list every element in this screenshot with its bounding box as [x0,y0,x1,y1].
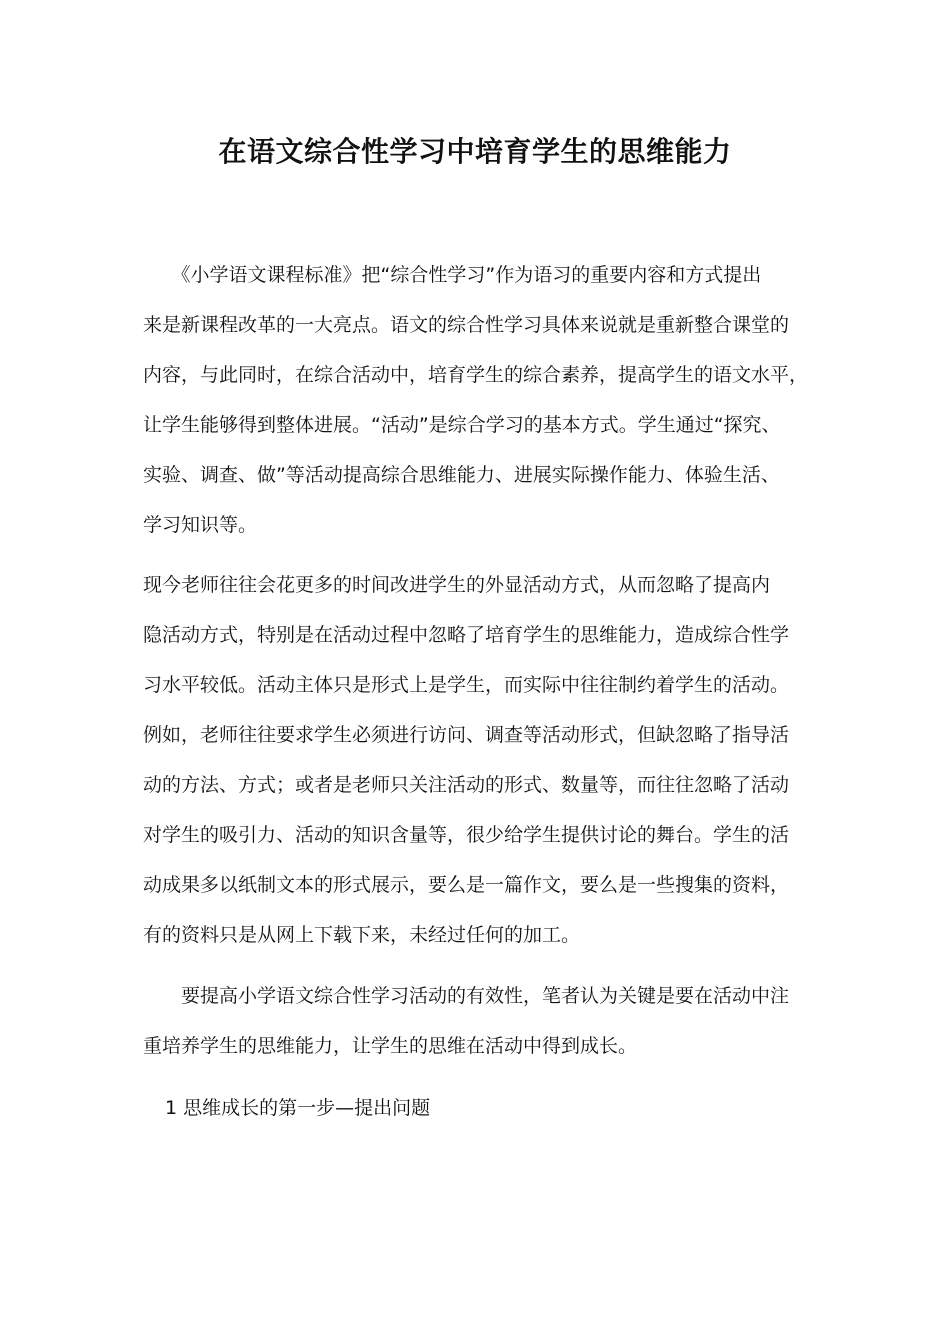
paragraph-line: 隐活动方式，特别是在活动过程中忽略了培育学生的思维能力，造成综合性学 [143,624,790,646]
paragraph-line: 实验、调查、做”等活动提高综合思维能力、进展实际操作能力、体验生活、 [143,464,780,486]
paragraph-line: 内容，与此同时，在综合活动中，培育学生的综合素养，提高学生的语文水平， [143,364,809,386]
paragraph-1 [143,250,811,550]
paragraph-line: 学习知识等。 [143,514,258,536]
paragraph-line: 习水平较低。活动主体只是形式上是学生，而实际中往往制约着学生的活动。 [143,674,790,696]
paragraph-line: 《小学语文课程标准》把“综合性学习”作为语习的重要内容和方式提出 [143,264,762,286]
paragraph-line: 来是新课程改革的一大亮点。语文的综合性学习具体来说就是重新整合课堂的 [143,314,790,336]
paragraph-line: 让学生能够得到整体进展。“活动”是综合学习的基本方式。学生通过“探究、 [143,414,781,436]
paragraph-line: 有的资料只是从网上下载下来，未经过任何的加工。 [143,924,581,946]
document-title: 在语文综合性学习中培育学生的思维能力 [218,135,732,168]
section-heading: 1 思维成长的第一步—提出问题 [165,1097,431,1119]
paragraph-line: 现今老师往往会花更多的时间改进学生的外显活动方式，从而忽略了提高内 [143,574,771,596]
paragraph-line: 动成果多以纸制文本的形式展示，要么是一篇作文，要么是一些搜集的资料， [143,874,790,896]
paragraph-3 [143,971,811,1071]
paragraph-line: 对学生的吸引力、活动的知识含量等，很少给学生提供讨论的舞台。学生的活 [143,824,790,846]
paragraph-line: 要提高小学语文综合性学习活动的有效性，笔者认为关键是要在活动中注 [143,985,790,1007]
paragraph-line: 动的方法、方式；或者是老师只关注活动的形式、数量等，而往往忽略了活动 [143,774,790,796]
paragraph-line: 重培养学生的思维能力，让学生的思维在活动中得到成长。 [143,1035,638,1057]
paragraph-2 [143,560,811,960]
paragraph-line: 例如，老师往往要求学生必须进行访问、调查等活动形式，但缺忽略了指导活 [143,724,790,746]
